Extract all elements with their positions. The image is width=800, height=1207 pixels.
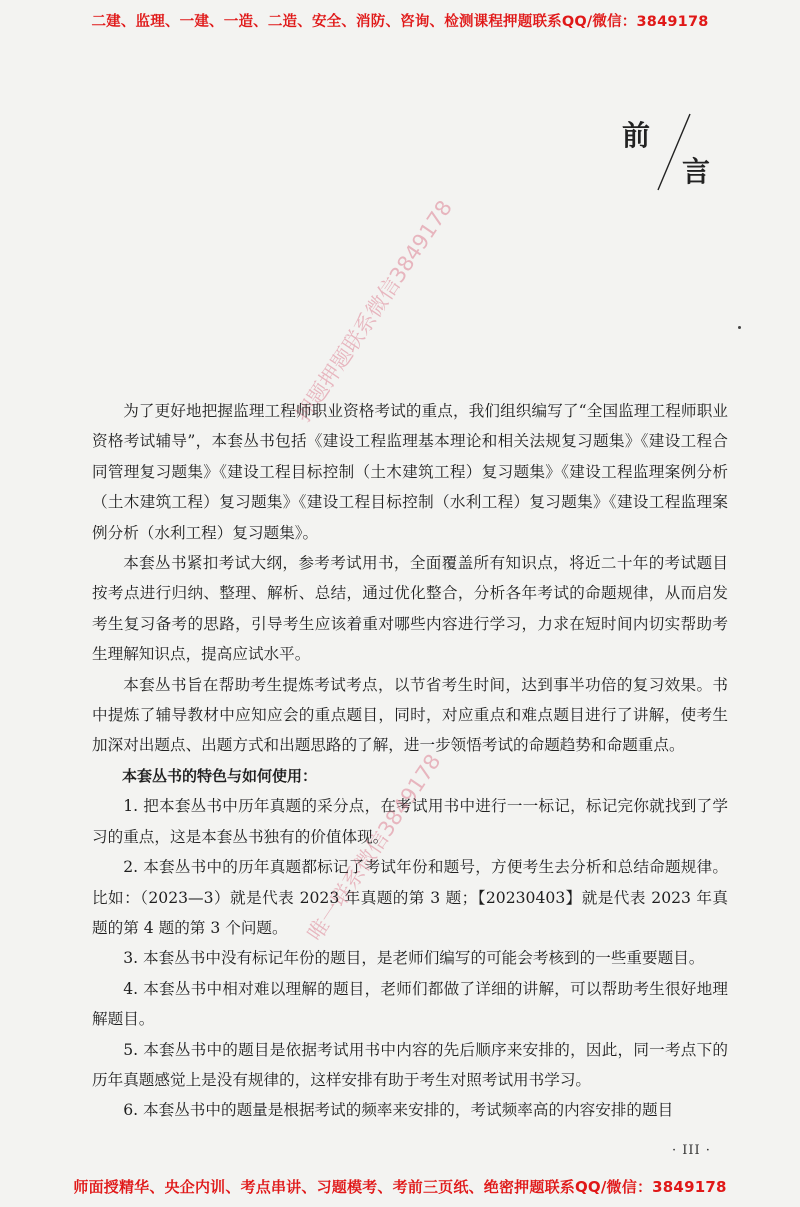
page-number: · III · [672,1143,711,1158]
feature-item-5: 5. 本套丛书中的题目是依据考试用书中内容的先后顺序来安排的，因此，同一考点下的历年真题感觉上是没有规律的，这样安排有助于考生对照考试用书学习。 [92,1040,728,1089]
watermark-text-1: 押题押题联系微信3849178 [290,196,458,427]
feature-item-1: 1. 把本套丛书中历年真题的采分点，在考试用书中进行一一标记，标记完你就找到了学习的重点，这是本套丛书独有的价值体现。 [92,797,728,846]
watermark-text-2: 唯一联系微信3849178 [302,749,446,946]
intro-paragraph-1: 为了更好地把握监理工程师职业资格考试的重点，我们组织编写了“全国监理工程师职业资格考试辅导”，本套丛书包括《建设工程监理基本理论和相关法规复习题集》《建设工程合同管理复习题集》《建设工程目标控制（土木建筑工程）复习题集》《建设工程监理案例分析（土木建筑工程）复习题集》《建设工程目标控制（水利工程）复习题集》《建设工程监理案例分析（水利工程）复习题集》。 [92,402,728,542]
intro-paragraph-2: 本套丛书紧扣考试大纲，参考考试用书，全面覆盖所有知识点，将近二十年的考试题目按考点进行归纳、整理、解析、总结，通过优化整合，分析各年考试的命题规律，从而启发考生复习备考的思路，引导考生应该着重对哪些内容进行学习，力求在短时间内切实帮助考生理解知识点，提高应试水平。 [92,554,728,664]
feature-item-6: 6. 本套丛书中的题量是根据考试的频率来安排的，考试频率高的内容安排的题目 [123,1101,674,1120]
preface-title [612,108,722,188]
preface-body [92,396,728,1126]
title-char-2: 言 [682,155,711,188]
print-speck [738,326,741,329]
feature-item-2: 2. 本套丛书中的历年真题都标记了考试年份和题号，方便考生去分析和总结命题规律。比如：（2023—3）就是代表 2023 年真题的第 3 题；【20230403】就是代表 2023 年真题的第 4 题的第 3 个问题。 [92,858,728,937]
feature-item-4: 4. 本套丛书中相对难以理解的题目，老师们都做了详细的讲解，可以帮助考生很好地理解题目。 [92,979,728,1029]
intro-paragraph-3: 本套丛书旨在帮助考生提炼考试考点，以节省考生时间，达到事半功倍的复习效果。书中提炼了辅导教材中应知应会的重点题目，同时，对应重点和难点题目进行了讲解，使考生加深对出题点、出题方式和出题思路的了解，进一步领悟考试的命题趋势和命题重点。 [92,675,728,755]
title-char-1: 前 [622,119,651,152]
top-promo-banner: 二建、监理、一建、一造、二造、安全、消防、咨询、检测课程押题联系QQ/微信：3849178 [91,14,709,30]
feature-item-3: 3. 本套丛书中没有标记年份的题目，是老师们编写的可能会考核到的一些重要题目。 [123,949,705,968]
bottom-promo-banner: 师面授精华、央企内训、考点串讲、习题模考、考前三页纸、绝密押题联系QQ/微信：3849178 [73,1178,727,1196]
features-heading: 本套丛书的特色与如何使用： [122,766,318,785]
